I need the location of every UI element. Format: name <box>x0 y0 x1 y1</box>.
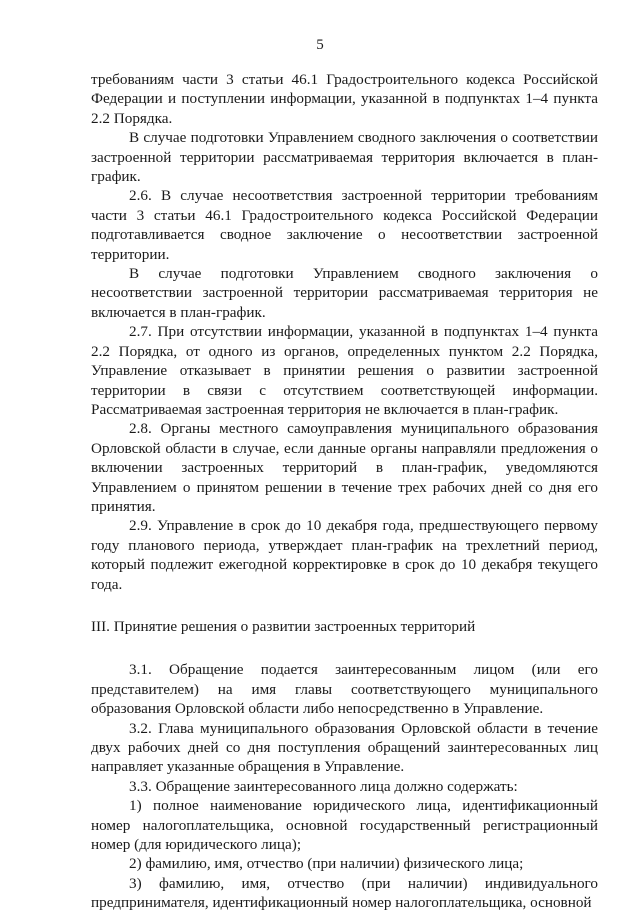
paragraph: В случае подготовки Управлением сводного заключения о несоответствии застроенной территории рассматриваемая территория не включается в план-график. <box>91 265 598 321</box>
paragraph: требованиям части 3 статьи 46.1 Градостроительного кодекса Российской Федерации и поступлении информации, указанной в подпунктах 1–4 пункта 2.2 Порядка. <box>91 71 598 127</box>
document-body <box>91 70 598 913</box>
paragraph: 3.2. Глава муниципального образования Орловской области в течение двух рабочих дней со дня поступления обращений заинтересованных лиц направляет указанные обращения в Управление. <box>91 719 598 776</box>
paragraph: 3.3. Обращение заинтересованного лица должно содержать: <box>129 777 518 795</box>
paragraph: 2.7. При отсутствии информации, указанной в подпунктах 1–4 пункта 2.2 Порядка, от одного из органов, определенных пунктом 2.2 Порядка, Управление отказывает в принятии решения о развитии застроенной территории в связи с отсутствием соответствующей информации. Рассматриваемая застроенная территория не включается в план-график. <box>91 323 598 418</box>
paragraph: 3.1. Обращение подается заинтересованным лицом (или его представителем) на имя главы соответствующего муниципального образования Орловской области либо непосредственно в Управление. <box>91 661 598 718</box>
list-item: 3) фамилию, имя, отчество (при наличии) индивидуального предпринимателя, идентификационный номер налогоплательщика, основной <box>91 874 598 912</box>
list-item: 1) полное наименование юридического лица, идентификационный номер налогоплательщика, основной государственный регистрационный номер (для юридического лица); <box>91 797 598 854</box>
paragraph: 2.6. В случае несоответствия застроенной территории требованиям части 3 статьи 46.1 Градостроительного кодекса Российской Федерации подготавливается сводное заключение о несоответствии застроенной территории. <box>91 187 598 263</box>
paragraph: 2.8. Органы местного самоуправления муниципального образования Орловской области в случае, если данные органы направляли предложения о включении застроенных территорий в план-график, уведомляются Управлением о принятом решении в течение трех рабочих дней со дня его принятия. <box>91 420 598 515</box>
paragraph: В случае подготовки Управлением сводного заключения о соответствии застроенной территории рассматриваемая территория включается в план-график. <box>91 129 598 186</box>
list-item: 2) фамилию, имя, отчество (при наличии) физического лица; <box>129 855 524 873</box>
paragraph: 2.9. Управление в срок до 10 декабря года, предшествующего первому году планового периода, утверждает план-график на трехлетний период, который подлежит ежегодной корректировке в срок до 10 декабря текущего года. <box>91 517 598 593</box>
page-number: 5 <box>316 37 324 53</box>
section-heading: III. Принятие решения о развитии застроенных территорий <box>91 617 476 635</box>
